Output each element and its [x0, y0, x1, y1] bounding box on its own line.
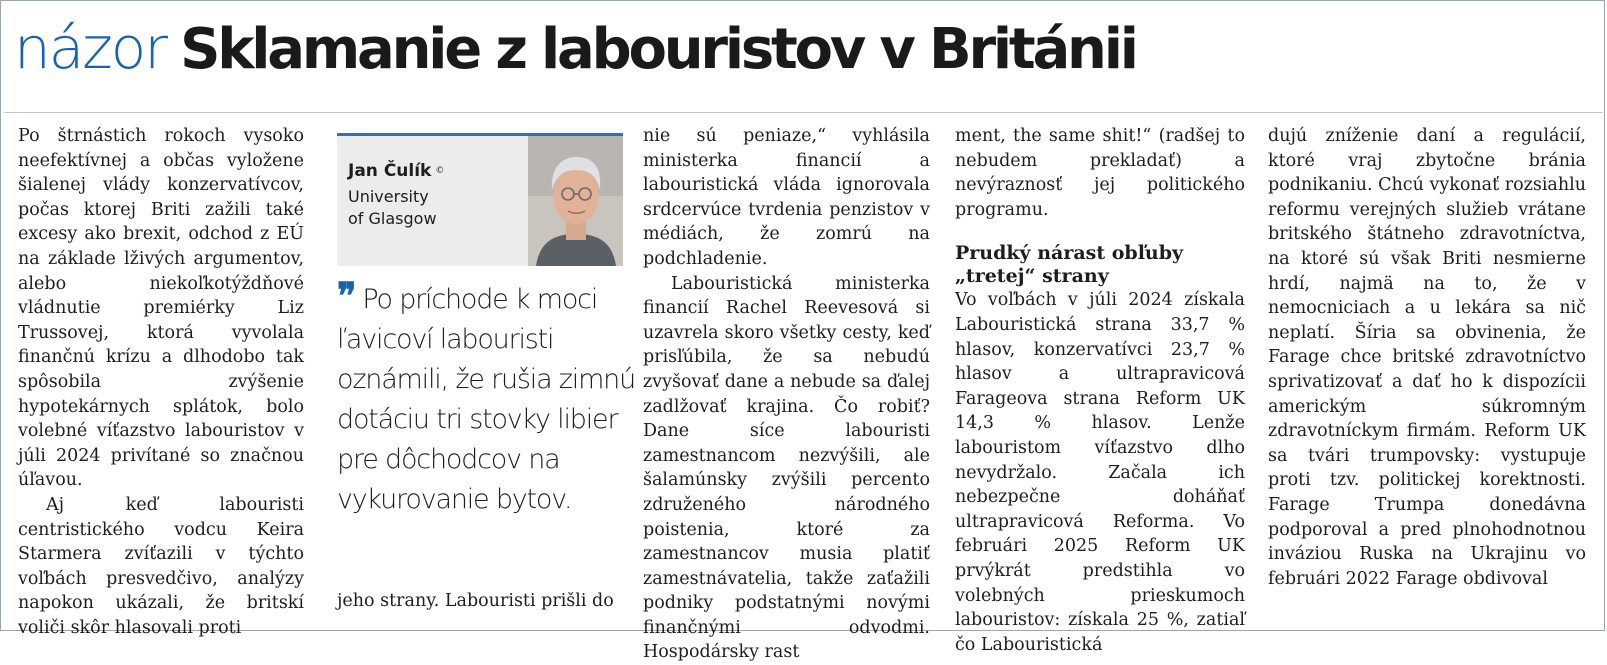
column-2-bottom: jeho strany. Labouristi prišli do: [337, 591, 614, 611]
author-affiliation: University of Glasgow: [348, 187, 437, 228]
author-photo: [528, 136, 623, 266]
column-3: [643, 124, 930, 665]
paragraph: Po štrnástich rokoch vysoko neefektívnej a občas vyložene šialenej vlády konzervatívcov, počas ktorej Briti zažili také excesy ako brexit, odchod z EÚ na základe lživých argumentov, alebo niekoľkotýždňové vládnutie premiérky Liz Trussovej, ktorá vyvolala finančnú krízu a dlhodobo tak spôsobila zvýšenie hypotekárnych splátok, bolo volebné víťazstvo labouristov v júli 2024 privítané so značnou úľavou.: [18, 126, 304, 491]
column-4: [955, 124, 1245, 657]
copyright-mark: ©: [435, 166, 445, 176]
section-kicker: názor: [14, 14, 167, 82]
paragraph: Vo voľbách v júli 2024 získala Labouristická strana 33,7 % hlasov, konzervatívci 23,7 % hlasov a ultrapravicová Farageova strana Reform UK 14,3 % hlasov. Lenže labouristom víťazstvo dlho nevydržalo. Začala ich nebezpečne doháňať ultrapravicová Reforma. Vo februári 2025 Reform UK prvýkrát predstihla vo volebných prieskumoch labouristov: získala 25 %, zatiaľ čo Labouristická: [955, 290, 1245, 655]
pull-quote: [337, 276, 637, 520]
paragraph: dujú zníženie daní a regulácií, ktoré vraj zbytočne bránia podnikaniu. Chcú vykonať rozsiahlu reformu verejných služieb vrátane britského štátneho zdravotníctva, na ktoré sú však Briti nesmierne hrdí, najmä na to, že v nemocniciach a u lekára sa nič neplatí. Šíria sa obvinenia, že Farage chce britské zdravotníctvo sprivatizovať a dať ho k dispozícii americkým súkromným zdravotníckym firmám. Reform UK sa tvári trumpovsky: vystupuje proti tzv. politickej korektnosti. Farage Trumpa donedávna podporoval a pred plnohodnotnou inváziou Ruska na Ukrajinu vo februári 2022 Farage obdivoval: [1268, 126, 1586, 589]
article-headline: Sklamanie z labouristov v Británii: [180, 17, 1136, 82]
article-header: [14, 14, 1136, 110]
author-name: Jan Čulík ©: [348, 161, 445, 181]
author-box: [337, 133, 623, 266]
quote-mark-icon: ❞: [337, 275, 351, 317]
pull-quote-text: Po príchode k moci ľavicoví labouristi oznámili, že rušia zimnú dotáciu tri stovky libier pre dôchodcov na vykurovanie bytov.: [337, 284, 635, 515]
subheading: Prudký nárast obľuby „tretej“ strany: [955, 242, 1184, 288]
column-5: [1268, 124, 1586, 591]
paragraph: ment, the same shit!“ (radšej to nebudem prekladať) a nevýraznosť jej politického programu.: [955, 126, 1245, 220]
paragraph: Labouristická ministerka financií Rachel Reevesová si uzavrela skoro všetky cesty, keď prisľúbila, že sa nebudú zvyšovať dane a nebude sa ďalej zadlžovať krajina. Čo robiť? Dane síce labouristi zamestnancom nezvýšili, ale šalamúnsky zvýšili percento združeného národného poistenia, ktoré za zamestnancov musia platiť zamestnávatelia, takže zaťažili podniky podstatnými novými finančnými odvodmi. Hospodársky rast: [643, 273, 930, 663]
paragraph: Aj keď labouristi centristického vodcu Keira Starmera zvíťazili v týchto voľbách presvedčivo, analýzy napokon ukázali, že britskí voliči skôr hlasovali proti: [18, 494, 304, 638]
paragraph: nie sú peniaze,“ vyhlásila ministerka financií a labouristická vláda ignorovala srdcervúce tvrdenia penzistov v médiách, že zomrú na podchladenie.: [643, 126, 930, 269]
column-1: [18, 124, 304, 640]
header-rule: [4, 112, 1603, 113]
